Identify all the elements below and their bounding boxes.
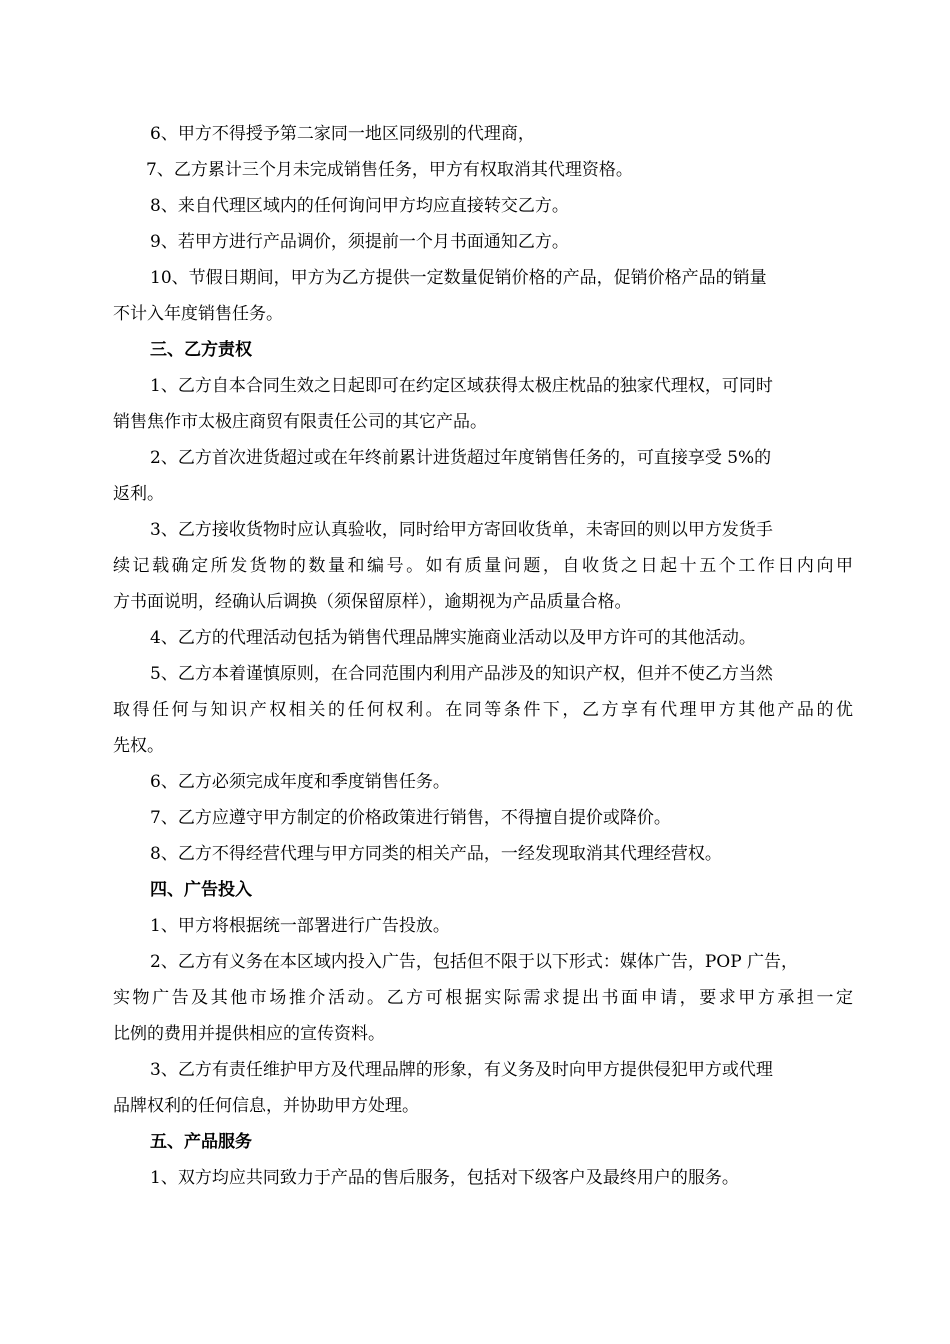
paragraph <box>113 620 853 656</box>
paragraph-line: 2、乙方有义务在本区域内投入广告，包括但不限于以下形式：媒体广告，POP 广告， <box>150 952 799 972</box>
paragraph-line: 4、乙方的代理活动包括为销售代理品牌实施商业活动以及甲方许可的其他活动。 <box>150 628 756 648</box>
paragraph <box>113 836 853 872</box>
paragraph-line: 方书面说明，经确认后调换（须保留原样），逾期视为产品质量合格。 <box>113 592 632 612</box>
heading-text: 四、广告投入 <box>150 880 252 900</box>
paragraph <box>113 764 853 800</box>
document-body <box>113 116 853 1196</box>
paragraph <box>113 116 853 152</box>
paragraph-line: 3、乙方接收货物时应认真验收，同时给甲方寄回收货单，未寄回的则以甲方发货手 <box>150 520 773 540</box>
paragraph <box>113 944 853 1052</box>
paragraph-line: 不计入年度销售任务。 <box>113 304 283 324</box>
paragraph-line: 9、若甲方进行产品调价，须提前一个月书面通知乙方。 <box>150 232 569 252</box>
paragraph <box>113 188 853 224</box>
paragraph <box>113 440 853 512</box>
paragraph <box>113 512 853 620</box>
paragraph-line: 销售焦作市太极庄商贸有限责任公司的其它产品。 <box>113 412 487 432</box>
paragraph <box>113 368 853 440</box>
paragraph-line: 5、乙方本着谨慎原则，在合同范围内利用产品涉及的知识产权，但并不使乙方当然 <box>150 664 773 684</box>
section-heading <box>113 332 853 368</box>
heading-text: 五、产品服务 <box>150 1132 252 1152</box>
paragraph-line: 3、乙方有责任维护甲方及代理品牌的形象，有义务及时向甲方提供侵犯甲方或代理 <box>150 1060 773 1080</box>
paragraph <box>113 908 853 944</box>
paragraph-line: 7、乙方应遵守甲方制定的价格政策进行销售，不得擅自提价或降价。 <box>150 808 671 828</box>
paragraph-line: 8、来自代理区域内的任何询问甲方均应直接转交乙方。 <box>150 196 569 216</box>
paragraph-line: 8、乙方不得经营代理与甲方同类的相关产品，一经发现取消其代理经营权。 <box>150 844 722 864</box>
paragraph-line: 1、甲方将根据统一部署进行广告投放。 <box>150 916 450 936</box>
paragraph <box>113 260 853 332</box>
paragraph <box>113 656 853 764</box>
paragraph <box>113 224 853 260</box>
paragraph-line: 1、双方均应共同致力于产品的售后服务，包括对下级客户及最终用户的服务。 <box>150 1168 739 1188</box>
paragraph-line: 取得任何与知识产权相关的任何权利。在同等条件下，乙方享有代理甲方其他产品的优 <box>113 700 853 720</box>
paragraph-line: 续记载确定所发货物的数量和编号。如有质量问题，自收货之日起十五个工作日内向甲 <box>113 556 853 576</box>
section-heading <box>113 872 853 908</box>
paragraph-line: 先权。 <box>113 736 164 756</box>
paragraph-line: 品牌权利的任何信息，并协助甲方处理。 <box>113 1096 419 1116</box>
heading-text: 三、乙方责权 <box>150 340 252 360</box>
paragraph-line: 实物广告及其他市场推介活动。乙方可根据实际需求提出书面申请，要求甲方承担一定 <box>113 988 853 1008</box>
paragraph-line: 6、乙方必须完成年度和季度销售任务。 <box>150 772 450 792</box>
paragraph-line: 6、甲方不得授予第二家同一地区同级别的代理商， <box>150 124 535 144</box>
paragraph-line: 比例的费用并提供相应的宣传资料。 <box>113 1024 385 1044</box>
paragraph-line: 7、乙方累计三个月未完成销售任务，甲方有权取消其代理资格。 <box>146 160 633 180</box>
paragraph <box>113 152 853 188</box>
paragraph-line: 1、乙方自本合同生效之日起即可在约定区域获得太极庄枕品的独家代理权，可同时 <box>150 376 773 396</box>
paragraph <box>113 1160 853 1196</box>
paragraph <box>113 1052 853 1124</box>
paragraph-line: 返利。 <box>113 484 164 504</box>
paragraph-line: 2、乙方首次进货超过或在年终前累计进货超过年度销售任务的，可直接享受 5%的 <box>150 448 772 468</box>
paragraph-line: 10、节假日期间，甲方为乙方提供一定数量促销价格的产品，促销价格产品的销量 <box>150 268 767 288</box>
paragraph <box>113 800 853 836</box>
section-heading <box>113 1124 853 1160</box>
